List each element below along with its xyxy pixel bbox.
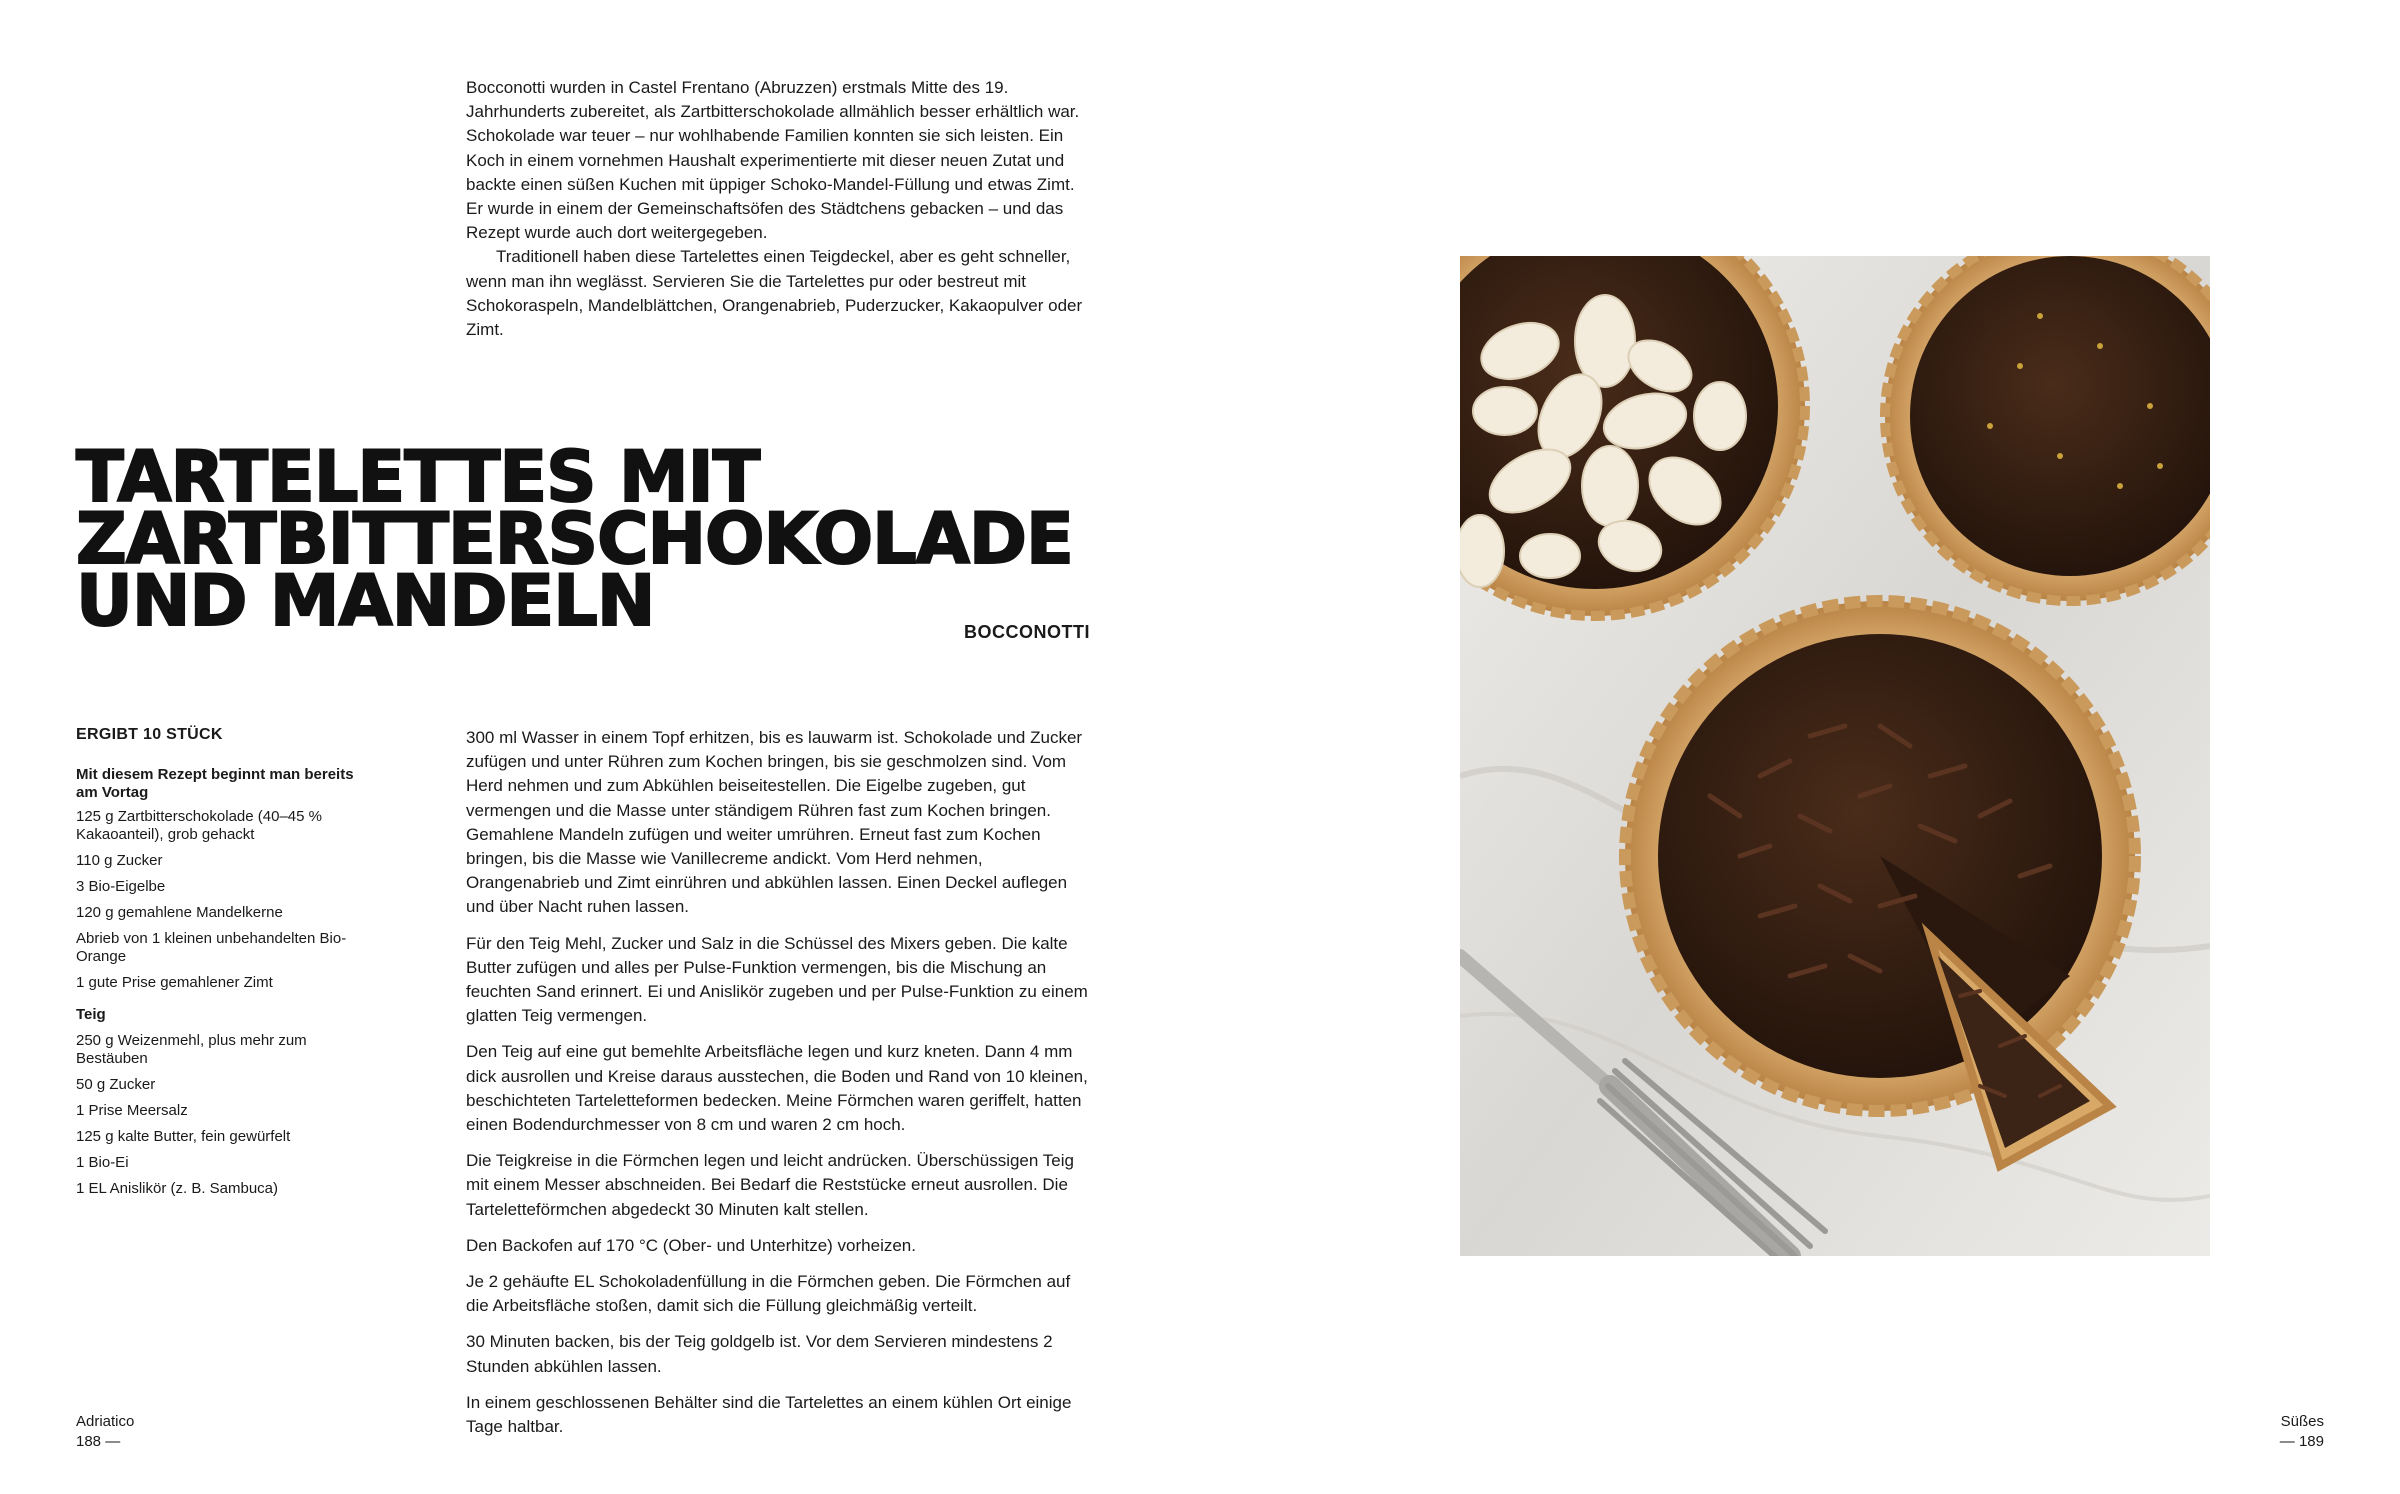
method-step: Je 2 gehäufte EL Schokoladenfüllung in die Förmchen geben. Die Förmchen auf die Arbeitsfläche stoßen, damit sich die Füllung gleichmäßig verteilt. [466,1272,1071,1316]
method-step: Die Teigkreise in die Förmchen legen und leicht andrücken. Überschüssigen Teig mit einem Messer abschneiden. Bei Bedarf die Reststücke erneut ausrollen. Die Tarteletteförmchen abgedeckt 30 Minuten kalt stellen. [466,1151,1074,1219]
tartelettes-photo [1460,256,2210,1256]
ingredient-item: 3 Bio-Eigelbe [76,878,166,895]
dough-heading: Teig [76,1006,106,1023]
footer-right [2280,1412,2324,1452]
page-number-left: 188 — [76,1433,121,1450]
section-title-right: Süßes [2280,1413,2324,1430]
yield-label: ERGIBT 10 STÜCK [76,726,223,743]
ingredient-item: 120 g gemahlene Mandelkerne [76,904,283,921]
advance-note: Mit diesem Rezept beginnt man bereits am Vortag [76,766,354,801]
recipe-subtitle: BOCCONOTTI [964,622,1090,642]
ingredient-item: 50 g Zucker [76,1076,156,1093]
method-step: 30 Minuten backen, bis der Teig goldgelb ist. Vor dem Servieren mindestens 2 Stunden abkühlen lassen. [466,1332,1053,1376]
ingredient-item: 1 Bio-Ei [76,1154,129,1171]
footer-left [76,1412,134,1452]
ingredient-item: 1 gute Prise gemahlener Zimt [76,974,273,991]
ingredient-item: 1 EL Anislikör (z. B. Sambuca) [76,1180,279,1197]
page-number-right: — 189 [2279,1433,2324,1450]
ingredient-item: 125 g kalte Butter, fein gewürfelt [76,1128,291,1145]
method-step: Den Backofen auf 170 °C (Ober- und Unterhitze) vorheizen. [466,1235,916,1255]
ingredient-list [76,726,376,1206]
method-steps [466,726,1096,1451]
intro-paragraph-2: Traditionell haben diese Tartelettes einen Teigdeckel, aber es geht schneller, wenn man ihn weglässt. Servieren Sie die Tartelettes pur oder bestreut mit Schokoraspeln, Mandelblättchen, Orangenabrieb, Puderzucker, Kakaopulver oder Zimt. [466,247,1083,340]
tart-with-shavings [1625,601,2135,1111]
ingredient-item: Abrieb von 1 kleinen unbehandelten Bio-Orange [76,930,347,965]
section-title-left: Adriatico [76,1413,135,1430]
method-step: In einem geschlossenen Behälter sind die Tartelettes an einem kühlen Ort einige Tage haltbar. [466,1392,1072,1437]
ingredient-item: 1 Prise Meersalz [76,1102,188,1119]
ingredient-item: 110 g Zucker [76,852,163,869]
ingredient-item: 125 g Zartbitterschokolade (40–45 % Kakaoanteil), grob gehackt [76,808,322,843]
title-line-3: UND MANDELN [76,560,655,642]
right-page [1200,0,2400,1494]
title-line-2: ZARTBITTERSCHOKOLADE [76,498,1073,580]
intro-paragraph-1: Bocconotti wurden in Castel Frentano (Abruzzen) erstmals Mitte des 19. Jahrhunderts zubereitet, als Zartbitterschokolade allmählich besser erhältlich war. Schokolade war teuer – nur wohlhabende Familien konnten sie sich leisten. Ein Koch in einem vornehmen Haushalt experimentierte mit dieser neuen Zutat und backte einen süßen Kuchen mit üppiger Schoko-Mandel-Füllung und etwas Zimt. Er wurde in einem der Gemeinschaftsöfen des Städtchens gebacken – und das Rezept wurde auch dort weitergegeben. [466,78,1080,243]
method-step: Den Teig auf eine gut bemehlte Arbeitsfläche legen und kurz kneten. Dann 4 mm dick ausrollen und Kreise daraus ausstechen, die Boden und Rand von 10 kleinen, beschichteten Tarteletteformen bedecken. Meine Förmchen waren geriffelt, hatten einen Bodendurchmesser von 8 cm und waren 2 cm hoch. [466,1042,1088,1135]
method-step: 300 ml Wasser in einem Topf erhitzen, bis es lauwarm ist. Schokolade und Zucker zufügen und unter Rühren zum Kochen bringen, bis sie geschmolzen sind. Vom Herd nehmen und zum Abkühlen beiseitestellen. Die Eigelbe zugeben, gut vermengen und die Masse unter ständigem Rühren fast zum Kochen bringen. Gemahlene Mandeln zufügen und weiter umrühren. Erneut fast zum Kochen bringen, bis die Masse wie Vanillecreme andickt. Vom Herd nehmen, Orangenabrieb und Zimt einrühren und abkühlen lassen. Einen Deckel auflegen und über Nacht ruhen lassen. [466,728,1083,917]
intro-text [466,76,1096,342]
method-step: Für den Teig Mehl, Zucker und Salz in die Schüssel des Mixers geben. Die kalte Butter zufügen und alles per Pulse-Funktion vermengen, bis die Mischung an feuchten Sand erinnert. Ei und Anislikör zugeben und per Pulse-Funktion zu einem glatten Teig vermengen. [466,933,1088,1026]
ingredient-item: 250 g Weizenmehl, plus mehr zum Bestäuben [76,1032,307,1067]
title-line-1: TARTELETTES MIT [76,436,760,518]
